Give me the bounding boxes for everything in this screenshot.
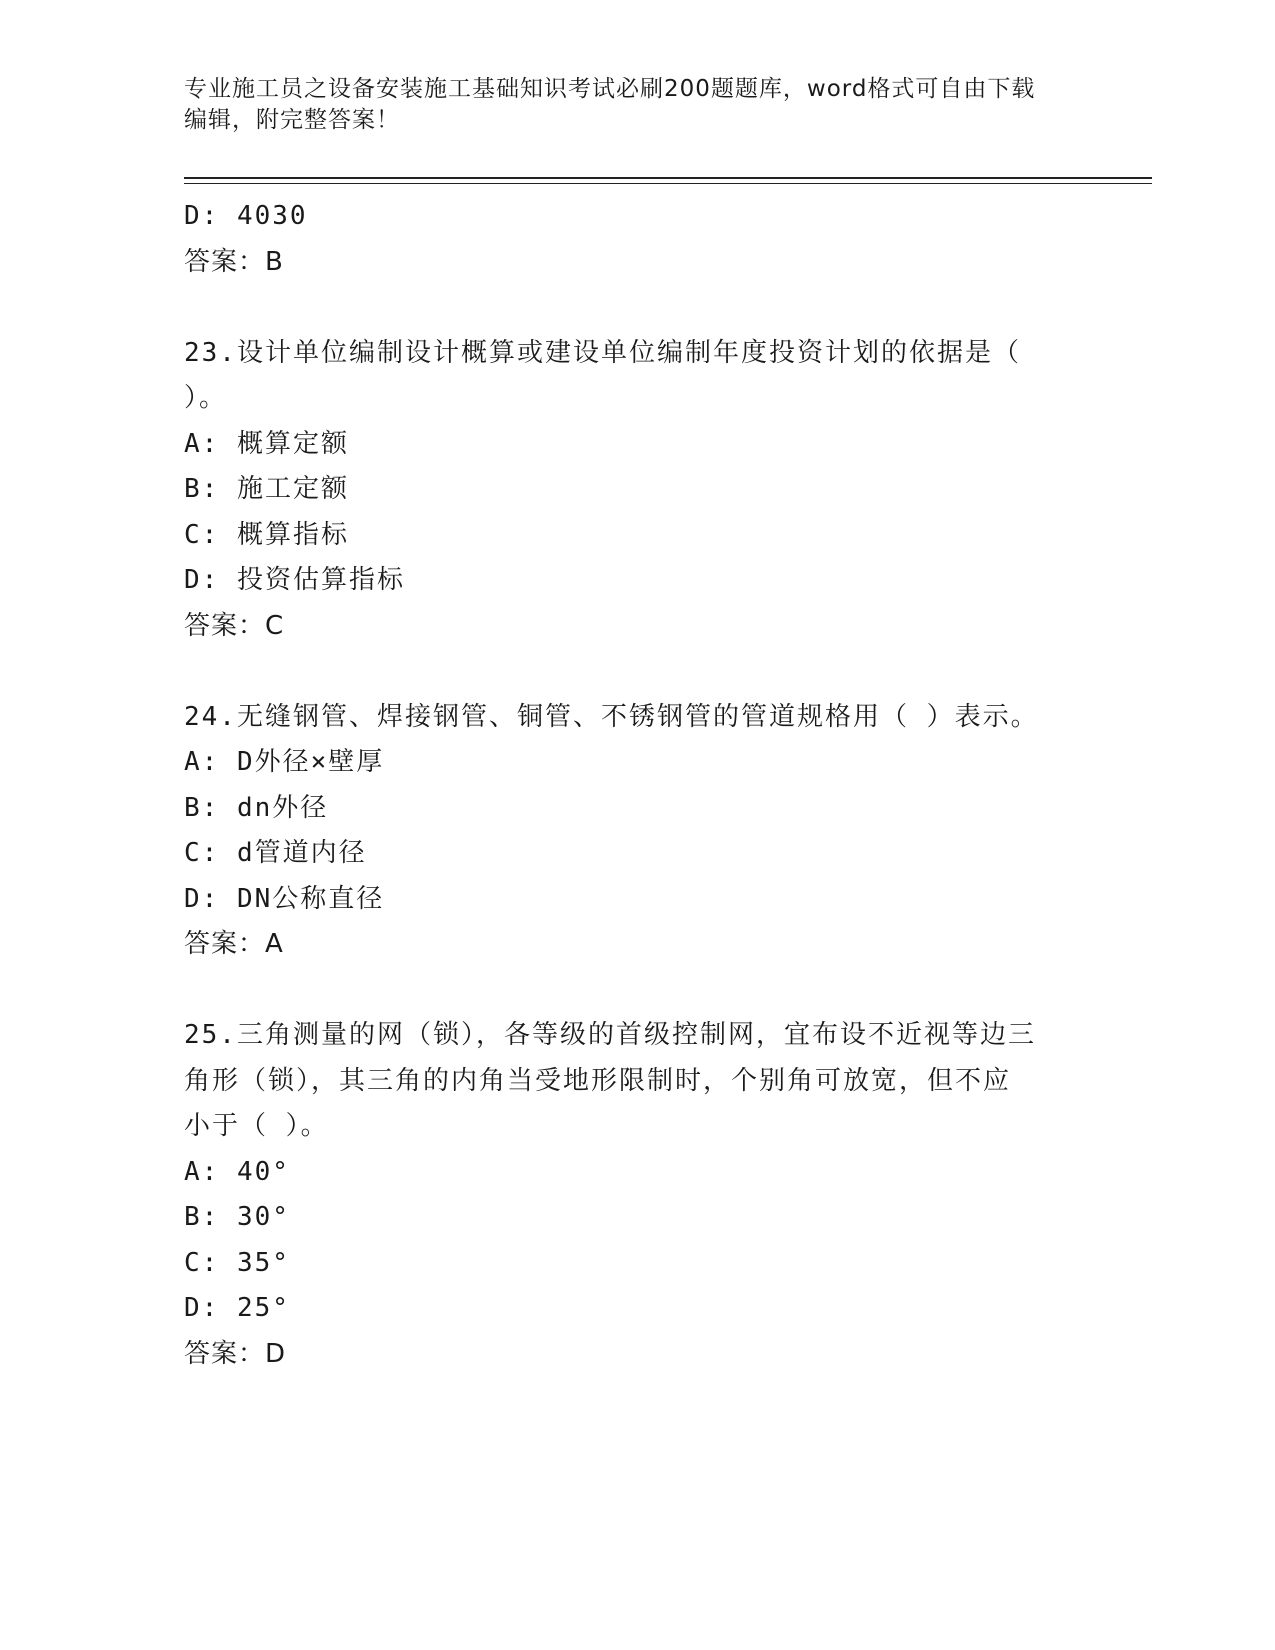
option-d: D: 投资估算指标 [184, 565, 405, 595]
option-c: C: 35° [184, 1247, 290, 1278]
option-d: D: DN公称直径 [184, 883, 385, 914]
option-d: D: 4030 [184, 201, 308, 231]
spacer [184, 649, 1084, 695]
question-list [184, 194, 1084, 1377]
document-header [184, 74, 1064, 136]
answer-line: 答案：C [184, 610, 285, 641]
option-a: A: 40° [184, 1156, 290, 1187]
question-stem-line-1: 23.设计单位编制设计概算或建设单位编制年度投资计划的依据是（ [184, 337, 1021, 368]
question-stem-line-2: 角形（锁），其三角的内角当受地形限制时，个别角可放宽，但不应 [184, 1065, 1012, 1096]
question-stem-line-3: 小于（ ）。 [184, 1111, 329, 1141]
header-divider-thick [184, 177, 1152, 179]
question-stem-line-1: 25.三角测量的网（锁），各等级的首级控制网，宜布设不近视等边三 [184, 1020, 1036, 1050]
question-22-tail [184, 194, 1084, 285]
option-c: C: 概算指标 [184, 519, 349, 550]
answer-line: 答案：D [184, 1338, 287, 1369]
answer-line: 答案：B [184, 246, 284, 277]
question-stem-line-2: ）。 [184, 383, 228, 413]
question-stem-line-1: 24.无缝钢管、焊接钢管、铜管、不锈钢管的管道规格用（ ）表示。 [184, 701, 1039, 732]
header-title-line-2: 编辑，附完整答案！ [184, 107, 400, 133]
option-b: B: dn外径 [184, 792, 329, 823]
option-a: A: 概算定额 [184, 428, 349, 459]
option-a: A: D外径×壁厚 [184, 747, 385, 777]
answer-line: 答案：A [184, 929, 284, 959]
question-25 [184, 1013, 1084, 1377]
header-divider-thin [184, 183, 1152, 184]
spacer [184, 968, 1084, 1014]
question-24 [184, 695, 1084, 968]
question-23 [184, 331, 1084, 650]
option-b: B: 30° [184, 1202, 290, 1232]
option-d: D: 25° [184, 1293, 290, 1323]
option-c: C: d管道内径 [184, 838, 367, 868]
header-title-line-1: 专业施工员之设备安装施工基础知识考试必刷200题题库，word格式可自由下载 [184, 76, 1036, 102]
spacer [184, 285, 1084, 331]
option-b: B: 施工定额 [184, 474, 349, 504]
